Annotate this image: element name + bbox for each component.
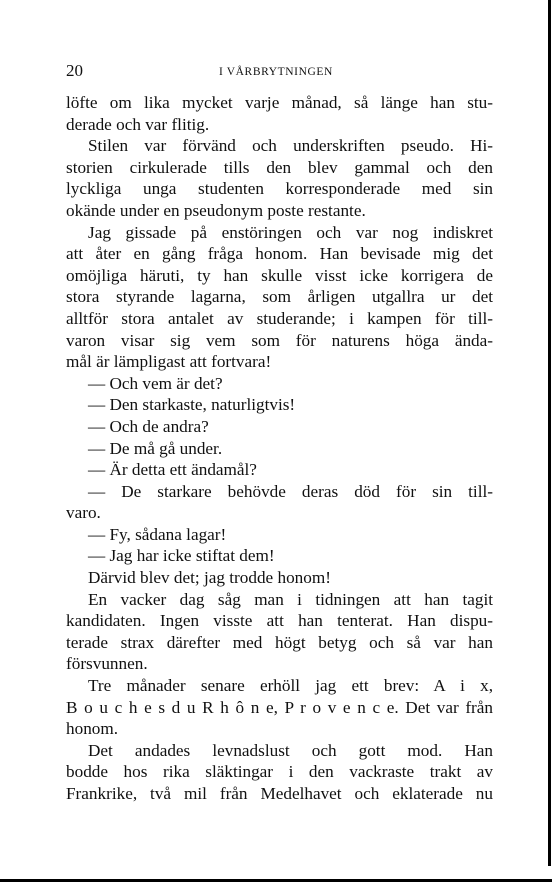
text-line: — Fy, sådana lagar! (88, 524, 227, 544)
text-line: Det andades levnadslust och gott mod. Han (88, 740, 493, 760)
running-title: I VÅRBRYTNINGEN (219, 66, 333, 78)
text-line: Stilen var förvänd och underskriften pseudo. Hi- (88, 136, 493, 156)
text-line: okände under en pseudonym poste restante. (66, 200, 366, 220)
text-line: — De må gå under. (88, 438, 223, 458)
text-line: En vacker dag såg man i tidningen att han tagit (88, 589, 493, 609)
text-line: Jag gissade på enstöringen och var nog indiskret (88, 222, 493, 242)
body-text (66, 92, 493, 805)
text-line: terade strax därefter med högt betyg och så var han (66, 632, 493, 652)
page-edge-bottom (0, 879, 552, 882)
text-line: alltför stora antalet av studerande; i kampen för till- (66, 308, 493, 328)
text-line: storien cirkulerade tills den blev gammal och den (66, 157, 493, 177)
text-line: — Och vem är det? (88, 373, 223, 393)
text-line: Frankrike, två mil från Medelhavet och eklaterade nu (66, 784, 493, 803)
text-line: — Jag har icke stiftat dem! (88, 546, 275, 566)
text-line: lyckliga unga studenten korresponderade med sin (66, 179, 493, 199)
text-line: B o u c h e s d u R h ô n e, P r o v e n c e. Det var från (66, 697, 493, 717)
page-number: 20 (66, 61, 83, 80)
text-line: derade och var flitig. (66, 114, 210, 134)
text-line: omöjliga häruti, ty han skulle visst icke korrigera de (66, 265, 493, 285)
text-line: stora styrande lagarna, som årligen utgallra ur det (66, 287, 493, 307)
text-line: löfte om lika mycket varje månad, så länge han stu- (66, 93, 493, 112)
text-line: bodde hos rika släktingar i den vackraste trakt av (66, 762, 493, 782)
text-line: varo. (66, 503, 101, 523)
text-line: honom. (66, 719, 119, 739)
text-line: Därvid blev det; jag trodde honom! (88, 568, 331, 588)
text-line: försvunnen. (66, 654, 148, 674)
text-line: kandidaten. Ingen visste att han tenterat. Han dispu- (66, 611, 493, 631)
text-line: — Den starkaste, naturligtvis! (88, 395, 296, 415)
text-line: — Och de andra? (88, 416, 209, 436)
page-edge-right (548, 0, 551, 866)
text-line: — Är detta ett ändamål? (88, 460, 257, 480)
text-line: mål är lämpligast att fortvara! (66, 352, 272, 372)
text-line: — De starkare behövde deras död för sin till- (88, 481, 493, 501)
text-line: varon visar sig vem som för naturens höga ända- (66, 330, 493, 350)
text-line: Tre månader senare erhöll jag ett brev: A i x, (88, 676, 493, 696)
text-line: att åter en gång fråga honom. Han bevisade mig det (66, 244, 493, 264)
